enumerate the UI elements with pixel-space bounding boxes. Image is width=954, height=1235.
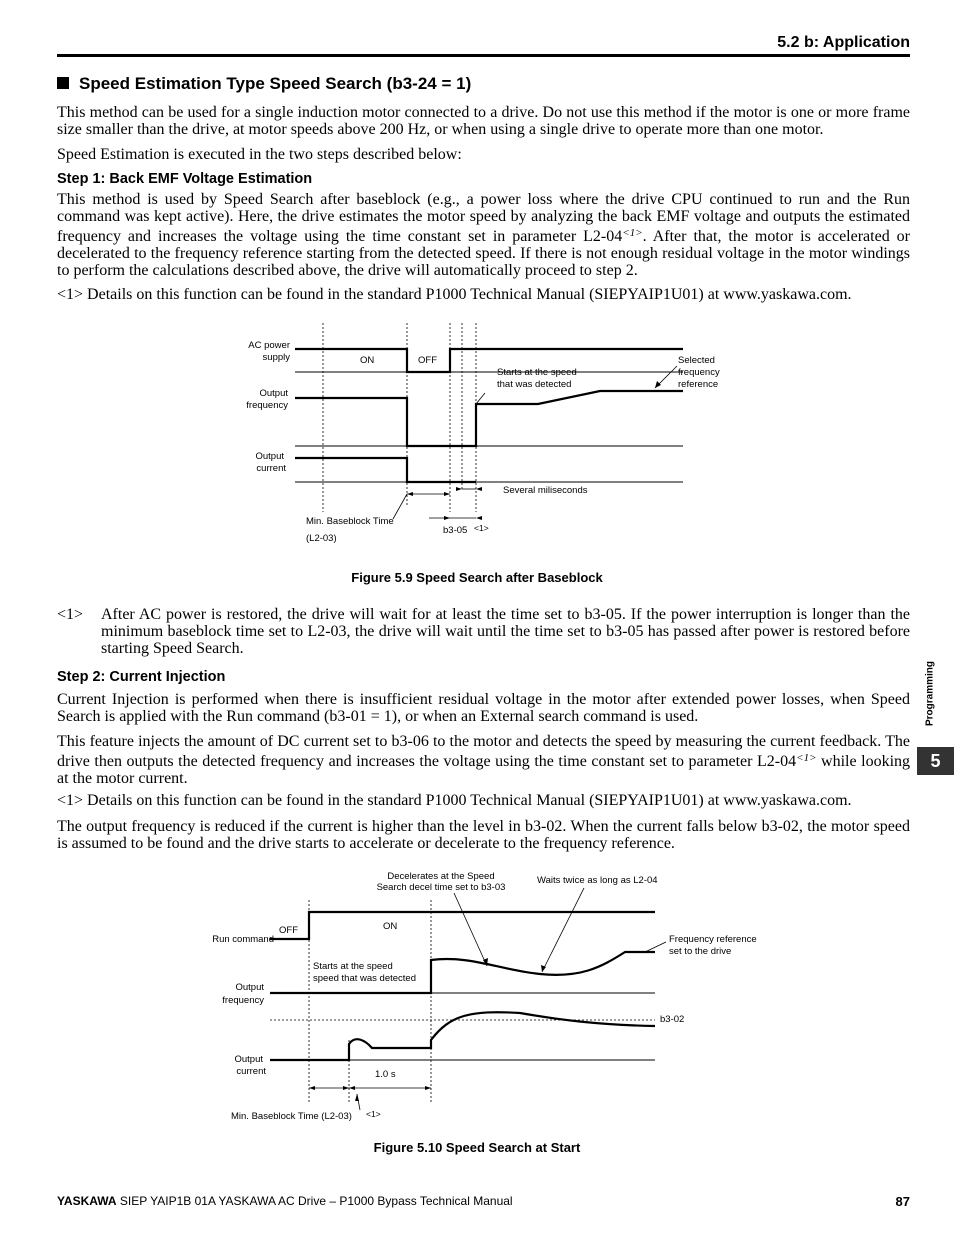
label-off: OFF: [418, 355, 437, 366]
label-selected: Selected: [678, 355, 715, 366]
label-selected-2: frequency: [678, 367, 720, 378]
step2-p2a: This feature injects the amount of DC current set to b3-06 to the motor and detects the speed by measuring the current feedback. The drive then outputs the detected frequency and increases the voltage using the time constant set to parameter L2-04: [57, 733, 910, 770]
step1-body: [57, 191, 910, 279]
arrow-head: [444, 492, 450, 496]
run-command-signal: [270, 912, 655, 939]
label-several-ms: Several miliseconds: [503, 485, 588, 496]
label-waits: Waits twice as long as L2-04: [537, 875, 658, 886]
label-out-freq-2: frequency: [246, 400, 288, 411]
label-ac-power-2: supply: [262, 352, 290, 363]
intro-paragraph-1: This method can be used for a single induction motor connected to a drive. Do not use this method if the motor is one or more frame size smaller than the drive, at motor speeds above 200 Hz, or when using a single drive to operate more than one motor.: [57, 104, 910, 138]
label-b3-02: b3-02: [660, 1014, 685, 1025]
figure-5-9-diagram: [0, 315, 954, 555]
label-decel: Decelerates at the Speed: [387, 871, 495, 882]
label-on: ON: [360, 355, 375, 366]
label-starts-2: speed that was detected: [313, 973, 416, 984]
label-out-freq: Output: [259, 388, 288, 399]
section-title: Speed Estimation Type Speed Search (b3-24 = 1): [79, 74, 472, 93]
step2-title: Step 2: Current Injection: [57, 669, 226, 685]
label-one-sec: 1.0 s: [375, 1069, 396, 1080]
arrow-head: [355, 1094, 359, 1101]
section-heading: [57, 74, 471, 94]
label-out-curr: Output: [255, 451, 284, 462]
label-out-curr-2: current: [256, 463, 286, 474]
header-section-title: 5.2 b: Application: [777, 34, 910, 51]
figure-5-9-caption: Figure 5.9 Speed Search after Baseblock: [351, 570, 603, 585]
arrow-head: [456, 487, 462, 491]
output-frequency-signal: [295, 391, 683, 446]
label-starts: Starts at the speed: [497, 367, 577, 378]
arrow-head: [476, 487, 482, 491]
label-out-curr-2: current: [236, 1066, 266, 1077]
label-l2-03: (L2-03): [306, 533, 337, 544]
footer-brand: YASKAWA: [57, 1194, 117, 1208]
label-ref-1: <1>: [474, 523, 489, 533]
page-number: 87: [895, 1194, 910, 1209]
step1-ref: <1>: [622, 227, 643, 239]
label-min-bb: Min. Baseblock Time: [306, 516, 394, 527]
label-out-curr: Output: [234, 1054, 263, 1065]
label-run-cmd: Run command: [212, 934, 274, 945]
label-decel-2: Search decel time set to b3-03: [376, 882, 506, 893]
leader-starts: [476, 393, 485, 404]
step2-paragraph-3: The output frequency is reduced if the current is higher than the level in b3-02. When the current falls below b3-02, the motor speed is assumed to be found and the drive starts to accelerate or decelerate to the frequency reference.: [57, 818, 910, 852]
output-current-signal: [295, 458, 476, 482]
label-starts-2: that was detected: [497, 379, 572, 390]
label-starts: Starts at the speed: [313, 961, 393, 972]
leader-decel: [454, 893, 487, 966]
footer: [57, 1194, 513, 1208]
leader-waits: [542, 888, 584, 972]
ac-power-signal: [295, 349, 683, 372]
header-rule: [57, 54, 910, 57]
label-out-freq-2: frequency: [222, 995, 264, 1006]
label-freq-ref: Frequency reference: [669, 934, 757, 945]
arrow-head: [343, 1086, 349, 1090]
step2-detail: <1> Details on this function can be found in the standard P1000 Technical Manual (SIEPYAIP1U01) at www.yaskawa.com.: [57, 792, 852, 809]
step1-detail: <1> Details on this function can be found in the standard P1000 Technical Manual (SIEPYAIP1U01) at www.yaskawa.com.: [57, 286, 852, 303]
label-freq-ref-2: set to the drive: [669, 946, 732, 957]
sidebar-label: Programming: [924, 661, 936, 727]
step2-paragraph-1: Current Injection is performed when there is insufficient residual voltage in the motor after extended power losses, when Speed Search is applied with the Run command (b3-01 = 1), or when an External search command is used.: [57, 691, 910, 725]
note1-number: <1>: [57, 606, 84, 623]
footer-text: SIEP YAIP1B 01A YASKAWA AC Drive – P1000 Bypass Technical Manual: [116, 1194, 513, 1208]
step2-paragraph-2: [57, 733, 910, 787]
label-ac-power: AC power: [248, 340, 290, 351]
arrow-head: [476, 516, 482, 520]
step2-ref: <1>: [796, 752, 817, 764]
intro-paragraph-2: Speed Estimation is executed in the two steps described below:: [57, 146, 462, 163]
label-out-freq: Output: [235, 982, 264, 993]
step1-title: Step 1: Back EMF Voltage Estimation: [57, 171, 313, 187]
arrow-head: [309, 1086, 315, 1090]
arrow-head: [349, 1086, 355, 1090]
figure-5-10-diagram: [0, 865, 954, 1135]
leader-freq-ref: [645, 942, 666, 952]
note1-text: After AC power is restored, the drive will wait for at least the time set to b3-05. If the power interruption is longer than the minimum baseblock time set to L2-03, the drive will wait until the time set to b3-05 has passed after power is restored before starting Speed Search.: [101, 606, 910, 657]
chapter-tab: 5: [917, 747, 954, 775]
step1-body-a: This method is used by Speed Search after baseblock (e.g., a power loss where the drive CPU continued to run and the Run command was kept active). Here, the drive estimates the motor speed by analyzing the back EMF voltage and outputs the estimated frequency and increases the voltage using the time constant set in parameter L2-04: [57, 191, 910, 245]
figure-5-10-caption: Figure 5.10 Speed Search at Start: [373, 1140, 581, 1155]
label-off: OFF: [279, 925, 298, 936]
arrow-head: [425, 1086, 431, 1090]
arrow-head: [655, 381, 661, 388]
label-b3-05: b3-05: [443, 525, 468, 536]
step2-p2b: while looking at the motor current.: [57, 753, 911, 787]
arrow-head: [407, 492, 413, 496]
label-selected-3: reference: [678, 379, 719, 390]
step1-body-b: . After that, the motor is accelerated or decelerated to the frequency reference starting from the detected speed. If there is not enough residual voltage in the motor windings to perform the calculations described above, the drive will automatically proceed to step 2.: [57, 228, 910, 279]
label-ref-1: <1>: [366, 1109, 381, 1119]
leader-min-bb: [393, 494, 407, 519]
label-on: ON: [383, 921, 398, 932]
label-min-bb: Min. Baseblock Time (L2-03): [231, 1111, 352, 1122]
output-current-signal: [270, 1012, 655, 1060]
arrow-head: [444, 516, 450, 520]
bullet-square-icon: [57, 77, 69, 89]
